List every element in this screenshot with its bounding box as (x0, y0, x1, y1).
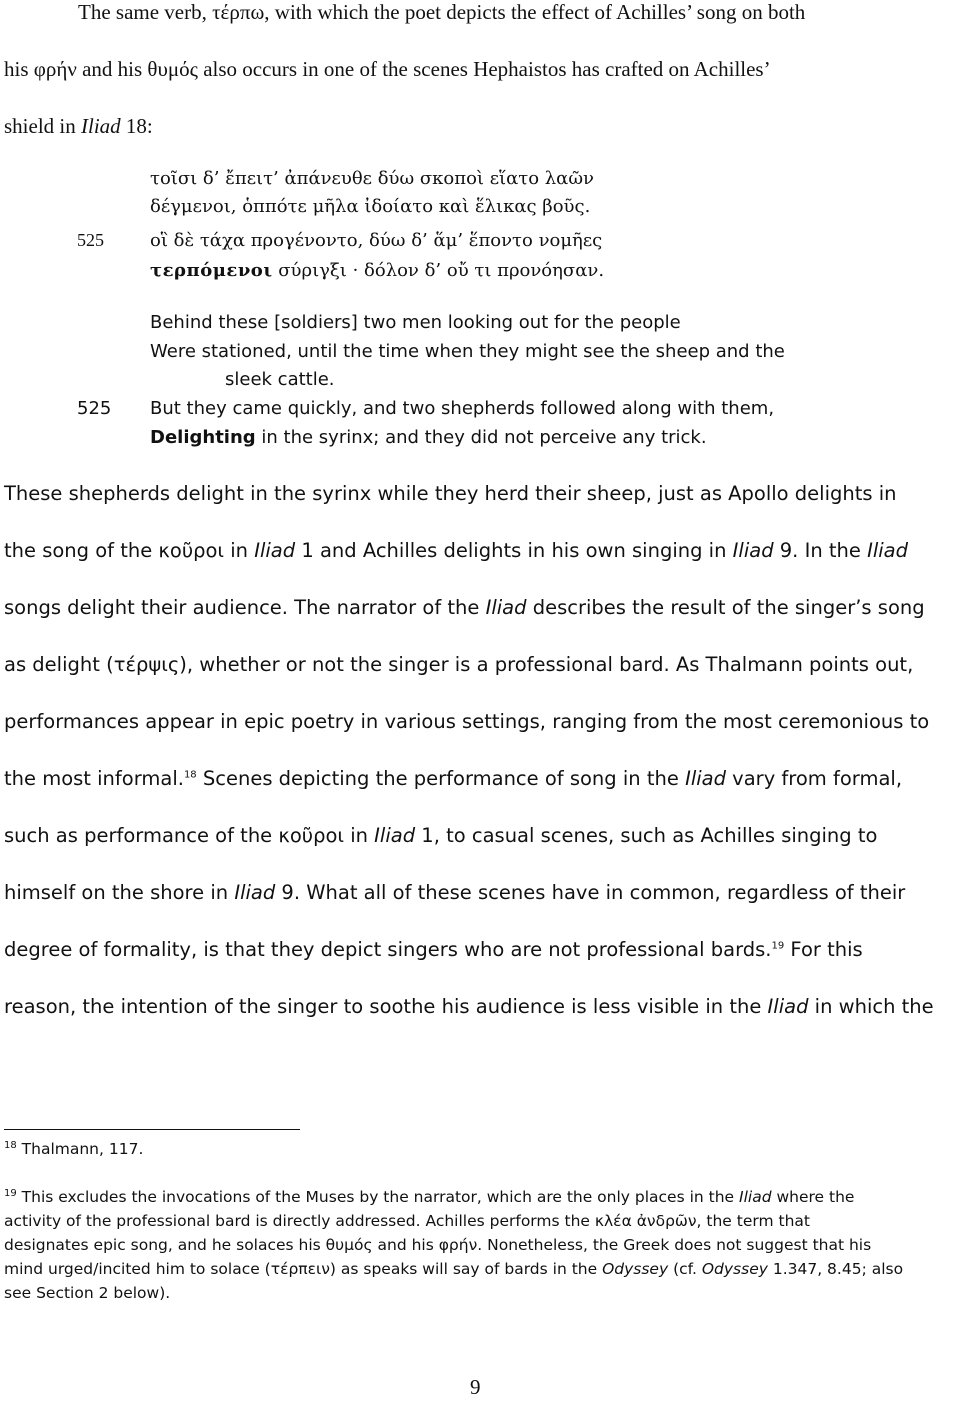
footnote-number: 19 (4, 1187, 17, 1199)
intro-line-3 (4, 114, 153, 139)
translation-line-number: 525 (77, 398, 112, 419)
text-run: (cf. (668, 1260, 702, 1278)
footnote-separator (4, 1129, 300, 1130)
translation-highlight-word: Delighting (150, 427, 256, 448)
footnote-19-line-5: see Section 2 below). (4, 1284, 171, 1302)
main-line-10 (4, 995, 934, 1018)
text-run: degree of formality, is that they depict singers who are not professional bards. (4, 938, 772, 961)
italic-title: Iliad (867, 539, 909, 562)
italic-title: Iliad (739, 1188, 772, 1206)
italic-title: Iliad (234, 881, 276, 904)
translation-line-5 (150, 427, 707, 448)
translation-line-2: Were stationed, until the time when they might see the sheep and the (150, 341, 785, 362)
italic-title: Odyssey (602, 1260, 669, 1278)
text-run: such as performance of the κοῦροι in (4, 824, 375, 847)
text-run: describes the result of the singer’s song (526, 596, 925, 619)
footnote-ref-19: 19 (771, 940, 785, 952)
text-run: 9. In the (773, 539, 868, 562)
italic-title: Iliad (485, 596, 527, 619)
main-line-4: as delight (τέρψις), whether or not the singer is a professional bard. As Thalmann points out, (4, 653, 914, 676)
text-run: For this (784, 938, 863, 961)
text-run: mind urged/incited him to solace (τέρπειν) as speaks will say of bards in the (4, 1260, 603, 1278)
italic-title: Iliad (374, 824, 416, 847)
main-line-5: performances appear in epic poetry in various settings, ranging from the most ceremonious to (4, 710, 930, 733)
intro-line-3-pre: shield in (4, 114, 81, 138)
main-line-6 (4, 767, 902, 790)
italic-title: Odyssey (701, 1260, 768, 1278)
main-line-7 (4, 824, 877, 847)
verse-line-4 (150, 260, 604, 281)
main-line-8 (4, 881, 905, 904)
footnote-19-line-4 (4, 1260, 903, 1278)
italic-title: Iliad (767, 995, 809, 1018)
text-run: 1 and Achilles delights in his own singing in (295, 539, 733, 562)
footnote-text: Thalmann, 117. (16, 1140, 144, 1158)
footnote-19-line-2: activity of the professional bard is directly addressed. Achilles performs the κλέα ἀνδρῶν, the term that (4, 1212, 810, 1230)
verse-line-1: τοῖσι δ’ ἔπειτ’ ἀπάνευθε δύω σκοποὶ εἵατο λαῶν (150, 168, 594, 189)
footnote-19-line-1 (4, 1188, 854, 1206)
text-run: Scenes depicting the performance of song in the (196, 767, 686, 790)
translation-line-3: sleek cattle. (225, 369, 335, 390)
translation-line-4: But they came quickly, and two shepherds followed along with them, (150, 398, 775, 419)
footnote-number: 18 (4, 1139, 17, 1151)
verse-line-4-rest: σύριγξι · δόλον δ’ οὔ τι προνόησαν. (272, 260, 605, 281)
main-line-9 (4, 938, 863, 961)
text-run: where the (771, 1188, 855, 1206)
translation-line-1: Behind these [soldiers] two men looking out for the people (150, 312, 681, 333)
text-run: reason, the intention of the singer to soothe his audience is less visible in the (4, 995, 768, 1018)
text-run: the song of the κοῦροι in (4, 539, 255, 562)
italic-title: Iliad (254, 539, 296, 562)
text-run: 1, to casual scenes, such as Achilles singing to (415, 824, 878, 847)
verse-line-2: δέγμενοι, ὁππότε μῆλα ἰδοίατο καὶ ἕλικας βοῦς. (150, 196, 591, 217)
main-line-1: These shepherds delight in the syrinx while they herd their sheep, just as Apollo delights in (4, 482, 897, 505)
intro-line-3-italic: Iliad (81, 114, 121, 138)
italic-title: Iliad (685, 767, 726, 790)
verse-highlight-word: τερπόμενοι (150, 260, 273, 281)
footnote-18 (4, 1140, 143, 1158)
footnote-ref-18: 18 (183, 769, 197, 781)
verse-line-number: 525 (77, 230, 104, 250)
main-line-3 (4, 596, 925, 619)
text-run: himself on the shore in (4, 881, 235, 904)
italic-title: Iliad (732, 539, 774, 562)
verse-line-3: οἳ δὲ τάχα προγένοντο, δύω δ’ ἅμ’ ἕποντο νομῆες (150, 230, 603, 251)
text-run: the most informal. (4, 767, 184, 790)
text-run: in which the (808, 995, 934, 1018)
main-line-2 (4, 539, 908, 562)
text-run: songs delight their audience. The narrator of the (4, 596, 486, 619)
footnote-19-line-3: designates epic song, and he solaces his θυμός and his φρήν. Nonetheless, the Greek does not suggest that his (4, 1236, 872, 1254)
text-run: 1.347, 8.45; also (767, 1260, 904, 1278)
intro-line-1: The same verb, τέρπω, with which the poet depicts the effect of Achilles’ song on both (78, 0, 806, 24)
text-run: This excludes the invocations of the Muses by the narrator, which are the only places in the (16, 1188, 740, 1206)
translation-line-5-rest: in the syrinx; and they did not perceive any trick. (255, 427, 707, 448)
page-number: 9 (470, 1375, 481, 1399)
text-run: 9. What all of these scenes have in common, regardless of their (275, 881, 906, 904)
text-run: vary from formal, (725, 767, 903, 790)
intro-line-3-post: 18: (120, 114, 153, 138)
intro-line-2: his φρήν and his θυμός also occurs in one of the scenes Hephaistos has crafted on Achilles’ (4, 57, 771, 81)
